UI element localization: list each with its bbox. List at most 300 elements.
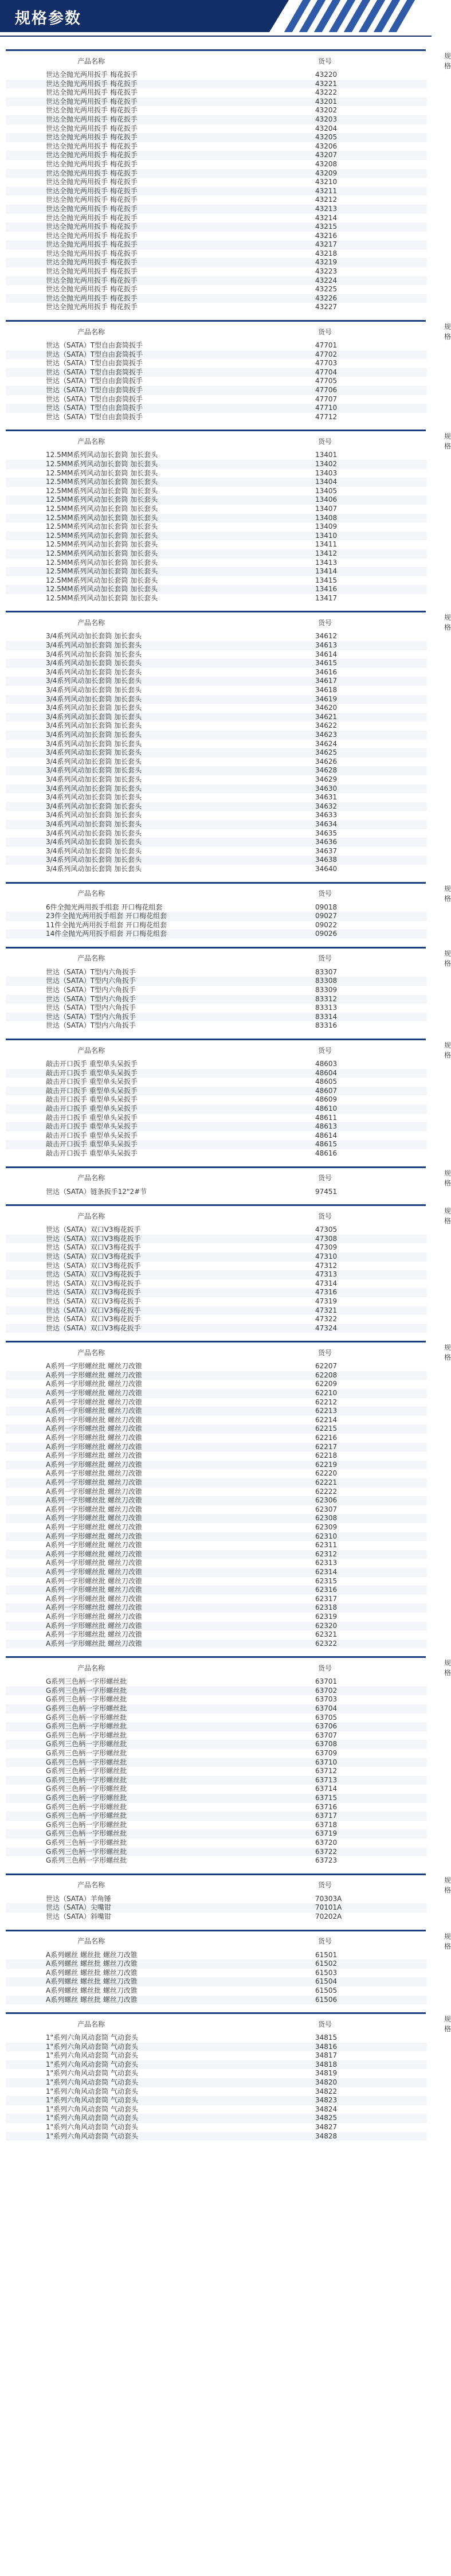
column-header-product-name: 产品名称 bbox=[77, 618, 105, 627]
cell-item-number: 48603 bbox=[315, 1060, 338, 1068]
cell-product-name: 世达（SATA）T型内六角扳手 bbox=[46, 986, 136, 994]
spec-table bbox=[6, 431, 451, 603]
table-header-row: 产品名称 货号 规格 bbox=[6, 322, 427, 341]
cell-product-name: A系列一字形螺丝批 螺丝刀改锥 bbox=[6, 1640, 284, 1649]
table-row bbox=[6, 1225, 427, 1235]
cell-product-name: A系列一字形螺丝批 螺丝刀改锥 bbox=[6, 1586, 284, 1595]
table-header-row: 产品名称 货号 规格 bbox=[6, 1931, 427, 1951]
table-row bbox=[6, 1279, 427, 1289]
column-header-product-name: 产品名称 bbox=[77, 1937, 105, 1946]
cell-product-name: 世达全抛光两用扳手 梅花扳手 bbox=[6, 187, 284, 196]
cell-item-number: 34615 bbox=[284, 659, 427, 668]
table-row bbox=[6, 2114, 427, 2123]
cell-product-name: A系列一字形螺丝批 螺丝刀改锥 bbox=[46, 1398, 143, 1406]
spec-table-section bbox=[6, 1930, 451, 2005]
column-header-item-number: 货号 bbox=[318, 2020, 332, 2028]
cell-product-name: G系列三色柄一字形螺丝批 bbox=[46, 1677, 127, 1686]
cell-product-name: 12.5MM系列风动加长套筒 加长套头 bbox=[6, 567, 284, 576]
spec-table-section bbox=[6, 430, 451, 603]
banner-corner bbox=[269, 0, 289, 32]
spec-table bbox=[6, 1875, 451, 1922]
spec-table-section bbox=[6, 1039, 451, 1158]
cell-product-name: A系列一字形螺丝批 螺丝刀改锥 bbox=[46, 1434, 143, 1442]
cell-product-name: A系列一字形螺丝批 螺丝刀改锥 bbox=[46, 1594, 143, 1603]
cell-product-name: A系列一字形螺丝批 螺丝刀改锥 bbox=[46, 1576, 143, 1585]
cell-product-name: 世达（SATA）尖嘴钳 bbox=[6, 1903, 284, 1913]
cell-product-name: G系列三色柄一字形螺丝批 bbox=[6, 1740, 284, 1749]
table-row bbox=[6, 968, 427, 977]
cell-item-number: 83308 bbox=[284, 977, 427, 986]
spec-table bbox=[6, 1342, 451, 1648]
table-row bbox=[6, 404, 427, 413]
cell-product-name: 世达全抛光两用扳手 梅花扳手 bbox=[6, 115, 284, 124]
cell-product-name: 1"系列六角风动套筒 气动套头 bbox=[46, 2105, 138, 2113]
table-row bbox=[6, 1767, 427, 1776]
cell-item-number: 43214 bbox=[315, 213, 338, 222]
column-header-product-name: 产品名称 bbox=[77, 954, 105, 963]
cell-item-number: 62316 bbox=[284, 1586, 427, 1595]
cell-item-number: 13403 bbox=[315, 469, 338, 477]
cell-item-number: 43206 bbox=[315, 142, 338, 150]
table-row bbox=[6, 341, 427, 350]
table-row bbox=[6, 240, 427, 249]
cell-item-number: 47321 bbox=[284, 1306, 427, 1316]
table-header-row: 产品名称 货号 规格 bbox=[6, 612, 427, 632]
cell-item-number: 97451 bbox=[315, 1187, 338, 1196]
cell-product-name: A系列一字形螺丝批 螺丝刀改锥 bbox=[6, 1550, 284, 1559]
table-row bbox=[6, 2105, 427, 2114]
cell-product-name: A系列一字形螺丝批 螺丝刀改锥 bbox=[6, 1389, 284, 1398]
cell-product-name: 12.5MM系列风动加长套筒 加长套头 bbox=[46, 576, 158, 584]
table-row bbox=[6, 223, 427, 232]
cell-product-name: 1"系列六角风动套筒 气动套头 bbox=[46, 2034, 138, 2042]
spec-table-section bbox=[6, 1204, 451, 1333]
cell-product-name: A系列一字形螺丝批 螺丝刀改锥 bbox=[46, 1505, 143, 1513]
cell-item-number: 34820 bbox=[284, 2078, 427, 2087]
spec-table bbox=[6, 51, 451, 312]
cell-item-number: 43215 bbox=[284, 223, 427, 232]
cell-item-number: 34818 bbox=[284, 2060, 427, 2070]
cell-product-name: 12.5MM系列风动加长套筒 加长套头 bbox=[46, 451, 158, 459]
cell-item-number: 43216 bbox=[315, 231, 338, 240]
cell-product-name: 1"系列六角风动套筒 气动套头 bbox=[6, 2132, 284, 2141]
cell-item-number: 48611 bbox=[315, 1113, 338, 1122]
cell-product-name: G系列三色柄一字形螺丝批 bbox=[6, 1722, 284, 1731]
cell-item-number: 34622 bbox=[315, 721, 338, 730]
cell-product-name: 世达全抛光两用扳手 梅花扳手 bbox=[6, 205, 284, 214]
cell-product-name: 敲击开口扳手 重型单头呆扳手 bbox=[46, 1078, 138, 1086]
cell-product-name: A系列一字形螺丝批 螺丝刀改锥 bbox=[46, 1469, 143, 1478]
cell-product-name: 世达（SATA）双口V3梅花扳手 bbox=[46, 1225, 141, 1234]
cell-product-name: 3/4系列风动加长套筒 加长套头 bbox=[46, 757, 142, 766]
cell-product-name: 敲击开口扳手 重型单头呆扳手 bbox=[6, 1104, 284, 1114]
cell-item-number: 83309 bbox=[315, 986, 338, 994]
table-row bbox=[6, 258, 427, 267]
cell-item-number: 70303A bbox=[315, 1894, 342, 1903]
cell-item-number: 47324 bbox=[284, 1324, 427, 1333]
cell-product-name: 世达（SATA）双口V3梅花扳手 bbox=[6, 1324, 284, 1333]
cell-product-name: 12.5MM系列风动加长套筒 加长套头 bbox=[6, 585, 284, 594]
table-row bbox=[6, 1687, 427, 1696]
page-title: 规格参数 bbox=[15, 10, 81, 28]
table-row bbox=[6, 1559, 427, 1568]
table-row bbox=[6, 522, 427, 532]
table-row bbox=[6, 368, 427, 377]
spec-table-section bbox=[6, 1874, 451, 1922]
table-row bbox=[6, 178, 427, 187]
table-row bbox=[6, 1122, 427, 1131]
table-row bbox=[6, 811, 427, 820]
cell-product-name: 3/4系列风动加长套筒 加长套头 bbox=[46, 704, 142, 712]
cell-product-name: 3/4系列风动加长套筒 加长套头 bbox=[6, 731, 284, 740]
cell-product-name: 世达全抛光两用扳手 梅花扳手 bbox=[46, 142, 138, 150]
cell-item-number: 34618 bbox=[315, 686, 338, 694]
table-row bbox=[6, 1104, 427, 1114]
cell-item-number: 47701 bbox=[315, 341, 338, 350]
cell-item-number: 63715 bbox=[284, 1794, 427, 1803]
table-row bbox=[6, 1758, 427, 1767]
cell-item-number: 34816 bbox=[284, 2043, 427, 2052]
cell-product-name: G系列三色柄一字形螺丝批 bbox=[6, 1848, 284, 1857]
spec-table bbox=[6, 1658, 451, 1865]
table-row bbox=[6, 1977, 427, 1986]
cell-product-name: A系列一字形螺丝批 螺丝刀改锥 bbox=[6, 1603, 284, 1613]
cell-product-name: 3/4系列风动加长套筒 加长套头 bbox=[6, 641, 284, 650]
table-row bbox=[6, 1577, 427, 1586]
table-row bbox=[6, 1541, 427, 1550]
cell-item-number: 63702 bbox=[284, 1687, 427, 1696]
table-row bbox=[6, 2051, 427, 2060]
cell-product-name: 敲击开口扳手 重型单头呆扳手 bbox=[6, 1087, 284, 1096]
cell-product-name: 世达（SATA）T型自由套筒扳手 bbox=[6, 404, 284, 413]
cell-item-number: 62307 bbox=[315, 1505, 338, 1513]
cell-product-name: 1"系列六角风动套筒 气动套头 bbox=[6, 2043, 284, 2052]
cell-item-number: 63704 bbox=[284, 1704, 427, 1714]
table-row bbox=[6, 912, 427, 921]
cell-item-number: 62222 bbox=[315, 1487, 338, 1496]
cell-item-number: 62215 bbox=[284, 1424, 427, 1434]
spec-table bbox=[6, 949, 451, 1031]
table-row bbox=[6, 567, 427, 576]
cell-product-name: 1"系列六角风动套筒 气动套头 bbox=[6, 2060, 284, 2070]
cell-item-number: 47322 bbox=[315, 1315, 338, 1324]
cell-item-number: 61504 bbox=[284, 1977, 427, 1986]
spec-table-section bbox=[6, 882, 451, 939]
cell-product-name: 12.5MM系列风动加长套筒 加长套头 bbox=[46, 522, 158, 531]
table-row bbox=[6, 1996, 427, 2005]
column-header-item-number: 货号 bbox=[318, 954, 332, 963]
cell-item-number: 13406 bbox=[284, 495, 427, 505]
cell-product-name: 11件全抛光两用扳手组套 开口梅花组套 bbox=[46, 920, 167, 929]
cell-item-number: 63713 bbox=[284, 1776, 427, 1785]
cell-item-number: 83314 bbox=[284, 1013, 427, 1022]
cell-item-number: 43223 bbox=[315, 267, 338, 276]
table-row bbox=[6, 2087, 427, 2097]
cell-product-name: 3/4系列风动加长套筒 加长套头 bbox=[6, 784, 284, 794]
cell-product-name: 世达（SATA）双口V3梅花扳手 bbox=[6, 1288, 284, 1297]
cell-item-number: 48605 bbox=[315, 1078, 338, 1086]
cell-item-number: 09018 bbox=[315, 903, 338, 911]
cell-product-name: 3/4系列风动加长套筒 加长套头 bbox=[46, 668, 142, 676]
cell-item-number: 62310 bbox=[284, 1532, 427, 1541]
cell-item-number: 13412 bbox=[284, 549, 427, 559]
cell-item-number: 47308 bbox=[284, 1235, 427, 1244]
table-row bbox=[6, 1380, 427, 1389]
cell-product-name: A系列一字形螺丝批 螺丝刀改锥 bbox=[46, 1541, 143, 1549]
table-row bbox=[6, 1398, 427, 1407]
cell-item-number: 34636 bbox=[284, 838, 427, 847]
cell-product-name: A系列一字形螺丝批 螺丝刀改锥 bbox=[6, 1514, 284, 1523]
cell-item-number: 63710 bbox=[284, 1758, 427, 1767]
cell-item-number: 47305 bbox=[315, 1225, 338, 1234]
cell-item-number: 61501 bbox=[315, 1950, 338, 1959]
table-row bbox=[6, 549, 427, 559]
cell-item-number: 43204 bbox=[315, 124, 338, 132]
cell-product-name: 世达（SATA）T型自由套筒扳手 bbox=[6, 350, 284, 360]
table-row bbox=[6, 1362, 427, 1371]
table-row bbox=[6, 249, 427, 259]
table-header-row: 产品名称 货号 规格 bbox=[6, 884, 427, 903]
cell-product-name: 12.5MM系列风动加长套筒 加长套头 bbox=[46, 594, 158, 602]
table-row bbox=[6, 80, 427, 89]
cell-item-number: 63718 bbox=[315, 1820, 338, 1829]
table-header-row: 产品名称 货号 规格 bbox=[6, 949, 427, 968]
cell-item-number: 13413 bbox=[315, 558, 338, 567]
table-row bbox=[6, 1087, 427, 1096]
table-row bbox=[6, 1434, 427, 1443]
table-row bbox=[6, 1324, 427, 1333]
table-row bbox=[6, 1252, 427, 1262]
spec-table bbox=[6, 1168, 451, 1197]
table-row bbox=[6, 2123, 427, 2132]
table-row bbox=[6, 540, 427, 549]
cell-product-name: 世达（SATA）双口V3梅花扳手 bbox=[6, 1235, 284, 1244]
cell-product-name: 1"系列六角风动套筒 气动套头 bbox=[6, 2078, 284, 2087]
table-row bbox=[6, 1677, 427, 1687]
column-header-product-name: 产品名称 bbox=[77, 327, 105, 336]
table-row bbox=[6, 1532, 427, 1541]
cell-item-number: 13414 bbox=[284, 567, 427, 576]
cell-product-name: G系列三色柄一字形螺丝批 bbox=[46, 1713, 127, 1722]
table-row bbox=[6, 1069, 427, 1078]
table-row bbox=[6, 1478, 427, 1488]
cell-item-number: 62311 bbox=[315, 1541, 338, 1549]
cell-product-name: 世达（SATA）羊角锤 bbox=[46, 1894, 111, 1903]
cell-product-name: 3/4系列风动加长套筒 加长套头 bbox=[46, 650, 142, 658]
cell-item-number: 13417 bbox=[315, 594, 338, 602]
spec-table-section bbox=[6, 1166, 451, 1197]
table-row bbox=[6, 232, 427, 241]
cell-item-number: 62313 bbox=[315, 1559, 338, 1567]
table-row bbox=[6, 1505, 427, 1515]
cell-item-number: 70202A bbox=[315, 1912, 342, 1921]
table-row bbox=[6, 1951, 427, 1960]
table-row bbox=[6, 1829, 427, 1839]
table-row bbox=[6, 1140, 427, 1149]
cell-item-number: 83313 bbox=[315, 1004, 338, 1012]
cell-item-number: 48607 bbox=[284, 1087, 427, 1096]
cell-item-number: 13409 bbox=[315, 522, 338, 531]
cell-item-number: 43210 bbox=[315, 178, 338, 186]
table-row bbox=[6, 151, 427, 160]
cell-item-number: 63701 bbox=[315, 1677, 338, 1686]
cell-product-name: 世达全抛光两用扳手 梅花扳手 bbox=[46, 285, 138, 294]
table-row bbox=[6, 829, 427, 838]
table-row bbox=[6, 838, 427, 847]
cell-product-name: A系列一字形螺丝批 螺丝刀改锥 bbox=[46, 1415, 143, 1424]
table-row bbox=[6, 2132, 427, 2141]
spec-table-section bbox=[6, 1656, 451, 1865]
table-row bbox=[6, 1603, 427, 1613]
cell-item-number: 13404 bbox=[284, 478, 427, 487]
table-row bbox=[6, 1262, 427, 1271]
cell-product-name: 世达全抛光两用扳手 梅花扳手 bbox=[6, 151, 284, 160]
table-row bbox=[6, 1114, 427, 1123]
table-row bbox=[6, 766, 427, 775]
cell-product-name: 世达（SATA）双口V3梅花扳手 bbox=[46, 1243, 141, 1252]
cell-product-name: 敲击开口扳手 重型单头呆扳手 bbox=[46, 1113, 138, 1122]
column-header-product-name: 产品名称 bbox=[77, 1046, 105, 1055]
cell-product-name: 3/4系列风动加长套筒 加长套头 bbox=[6, 802, 284, 811]
table-row bbox=[6, 2043, 427, 2052]
column-header-item-number: 货号 bbox=[318, 1174, 332, 1182]
cell-product-name: G系列三色柄一字形螺丝批 bbox=[6, 1812, 284, 1821]
table-row bbox=[6, 793, 427, 802]
table-row bbox=[6, 395, 427, 404]
cell-item-number: 62320 bbox=[284, 1622, 427, 1631]
cell-product-name: 世达全抛光两用扳手 梅花扳手 bbox=[6, 133, 284, 142]
table-row bbox=[6, 713, 427, 722]
cell-item-number: 62214 bbox=[315, 1415, 338, 1424]
table-row bbox=[6, 1913, 427, 1922]
cell-product-name: A系列一字形螺丝批 螺丝刀改锥 bbox=[6, 1478, 284, 1488]
cell-product-name: 敲击开口扳手 重型单头呆扳手 bbox=[46, 1149, 138, 1157]
table-row bbox=[6, 1461, 427, 1470]
cell-item-number: 62321 bbox=[315, 1630, 338, 1639]
table-row bbox=[6, 1895, 427, 1904]
cell-item-number: 47710 bbox=[284, 404, 427, 413]
table-row bbox=[6, 106, 427, 115]
table-row bbox=[6, 1740, 427, 1749]
cell-item-number: 63722 bbox=[284, 1848, 427, 1857]
cell-item-number: 48616 bbox=[315, 1149, 338, 1157]
cell-product-name: G系列三色柄一字形螺丝批 bbox=[46, 1767, 127, 1775]
table-row bbox=[6, 1839, 427, 1848]
table-row bbox=[6, 758, 427, 767]
table-row bbox=[6, 2069, 427, 2078]
cell-item-number: 34822 bbox=[315, 2087, 338, 2095]
cell-item-number: 09022 bbox=[315, 920, 338, 929]
table-row bbox=[6, 641, 427, 650]
cell-item-number: 62207 bbox=[315, 1362, 338, 1371]
cell-product-name: G系列三色柄一字形螺丝批 bbox=[6, 1687, 284, 1696]
cell-product-name: 世达全抛光两用扳手 梅花扳手 bbox=[46, 267, 138, 276]
spec-table-section bbox=[6, 2012, 451, 2141]
cell-item-number: 62221 bbox=[284, 1478, 427, 1488]
cell-item-number: 47712 bbox=[315, 412, 338, 421]
cell-product-name: 敲击开口扳手 重型单头呆扳手 bbox=[6, 1069, 284, 1078]
table-row bbox=[6, 1848, 427, 1857]
cell-product-name: G系列三色柄一字形螺丝批 bbox=[6, 1794, 284, 1803]
table-row bbox=[6, 1794, 427, 1803]
table-row bbox=[6, 214, 427, 223]
spec-table bbox=[6, 322, 451, 421]
column-header-product-name: 产品名称 bbox=[77, 2020, 105, 2028]
cell-item-number: 34823 bbox=[284, 2096, 427, 2105]
cell-item-number: 62312 bbox=[284, 1550, 427, 1559]
cell-product-name: G系列三色柄一字形螺丝批 bbox=[46, 1802, 127, 1811]
table-row bbox=[6, 585, 427, 594]
cell-item-number: 13405 bbox=[315, 486, 338, 495]
cell-item-number: 13402 bbox=[284, 460, 427, 469]
cell-product-name: A系列螺丝 螺丝批 螺丝刀改锥 bbox=[6, 1960, 284, 1969]
table-row bbox=[6, 1451, 427, 1461]
cell-item-number: 48614 bbox=[315, 1131, 338, 1139]
cell-item-number: 34621 bbox=[284, 713, 427, 722]
cell-product-name: 世达全抛光两用扳手 梅花扳手 bbox=[6, 80, 284, 89]
cell-product-name: 1"系列六角风动套筒 气动套头 bbox=[46, 2069, 138, 2078]
table-row bbox=[6, 775, 427, 784]
cell-item-number: 62208 bbox=[284, 1371, 427, 1380]
column-header-product-name: 产品名称 bbox=[77, 437, 105, 446]
cell-item-number: 43208 bbox=[315, 159, 338, 168]
table-row bbox=[6, 2096, 427, 2105]
table-row bbox=[6, 903, 427, 912]
cell-item-number: 63707 bbox=[315, 1731, 338, 1739]
table-row bbox=[6, 650, 427, 659]
cell-product-name: 12.5MM系列风动加长套筒 加长套头 bbox=[46, 469, 158, 477]
cell-item-number: 34825 bbox=[284, 2114, 427, 2123]
cell-product-name: 12.5MM系列风动加长套筒 加长套头 bbox=[6, 495, 284, 505]
cell-item-number: 62209 bbox=[315, 1380, 338, 1388]
cell-item-number: 43225 bbox=[315, 285, 338, 294]
cell-item-number: 62210 bbox=[284, 1389, 427, 1398]
table-row bbox=[6, 1095, 427, 1104]
cell-product-name: 世达（SATA）双口V3梅花扳手 bbox=[46, 1297, 141, 1305]
table-row bbox=[6, 276, 427, 286]
table-row bbox=[6, 133, 427, 142]
cell-item-number: 62314 bbox=[284, 1568, 427, 1577]
cell-item-number: 43207 bbox=[284, 151, 427, 160]
cell-product-name: 世达（SATA）双口V3梅花扳手 bbox=[46, 1261, 141, 1270]
cell-product-name: A系列一字形螺丝批 螺丝刀改锥 bbox=[46, 1380, 143, 1388]
cell-item-number: 34827 bbox=[315, 2123, 338, 2132]
cell-item-number: 34635 bbox=[315, 829, 338, 837]
cell-item-number: 63705 bbox=[315, 1713, 338, 1722]
cell-product-name: 1"系列六角风动套筒 气动套头 bbox=[6, 2114, 284, 2123]
table-row bbox=[6, 559, 427, 568]
cell-product-name: A系列一字形螺丝批 螺丝刀改锥 bbox=[6, 1371, 284, 1380]
table-row bbox=[6, 285, 427, 294]
cell-product-name: 世达（SATA）双口V3梅花扳手 bbox=[6, 1306, 284, 1316]
cell-item-number: 48610 bbox=[284, 1104, 427, 1114]
cell-product-name: 世达（SATA）T型内六角扳手 bbox=[6, 1013, 284, 1022]
cell-product-name: 世达（SATA）斜嘴钳 bbox=[46, 1912, 111, 1921]
cell-product-name: 世达（SATA）双口V3梅花扳手 bbox=[46, 1279, 141, 1287]
cell-item-number: 34620 bbox=[315, 704, 338, 712]
cell-item-number: 13416 bbox=[284, 585, 427, 594]
cell-item-number: 83307 bbox=[315, 967, 338, 976]
table-row bbox=[6, 1469, 427, 1478]
table-row bbox=[6, 187, 427, 196]
cell-product-name: G系列三色柄一字形螺丝批 bbox=[6, 1829, 284, 1839]
spec-table bbox=[6, 884, 451, 939]
table-row bbox=[6, 802, 427, 811]
cell-item-number: 47703 bbox=[315, 359, 338, 368]
table-row bbox=[6, 1969, 427, 1978]
table-row bbox=[6, 594, 427, 603]
cell-item-number: 34625 bbox=[284, 748, 427, 758]
